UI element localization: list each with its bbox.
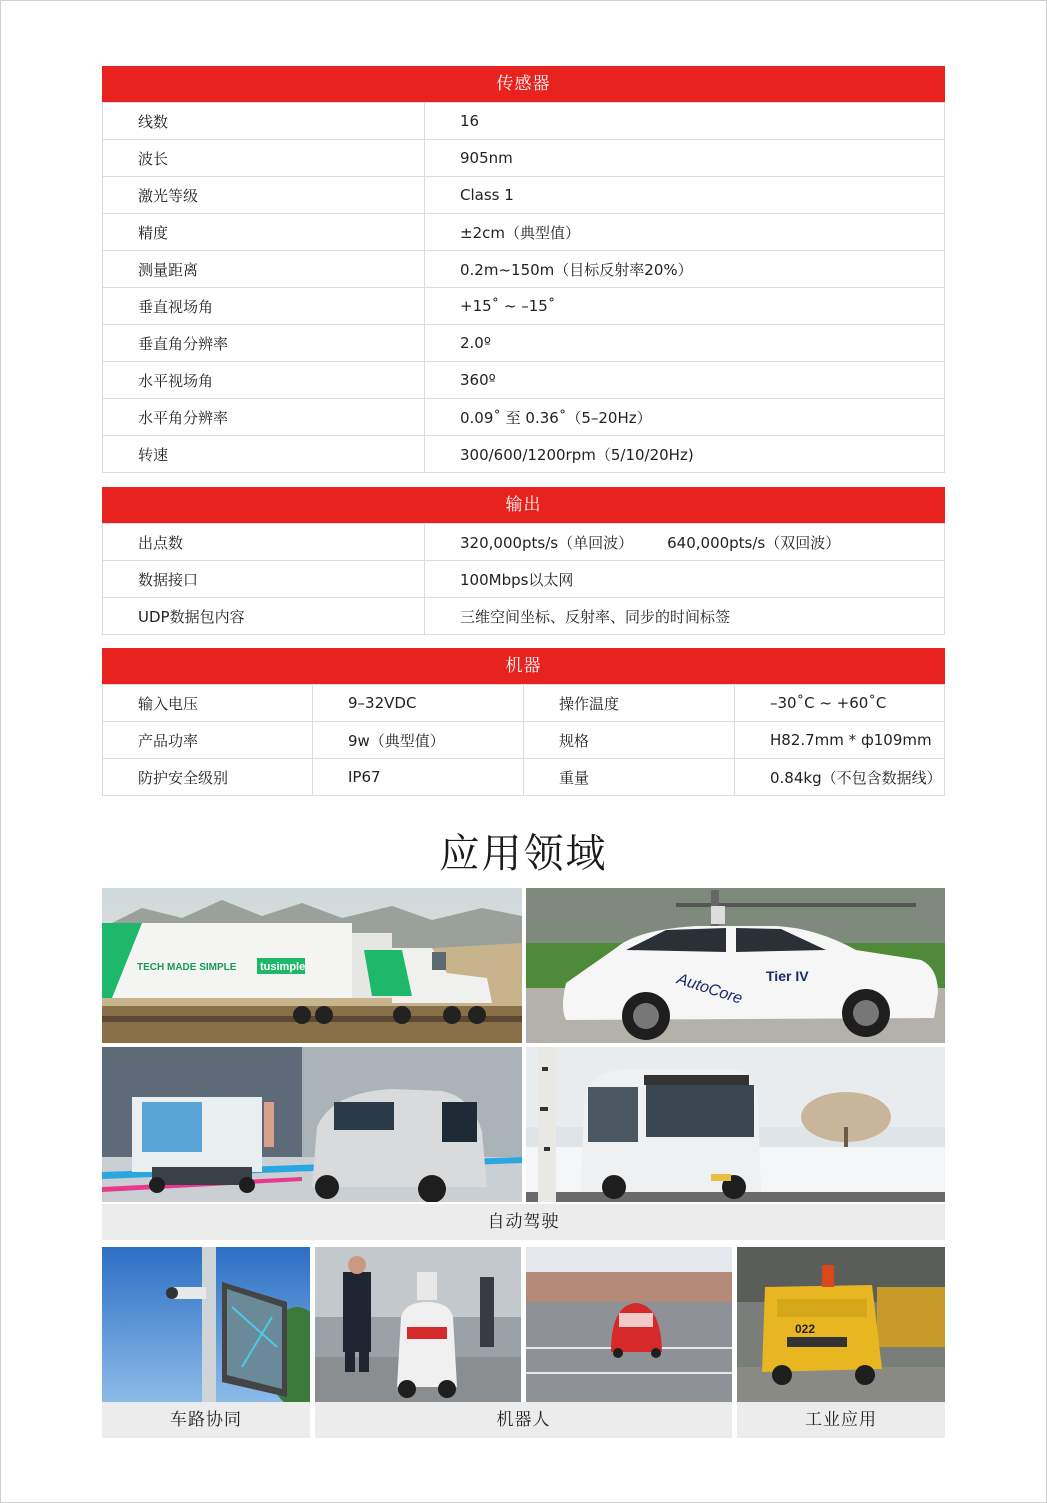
spec-label: 出点数: [103, 524, 425, 561]
table-row: [103, 436, 945, 473]
spec-label: 重量: [524, 759, 735, 796]
spec-label: 水平视场角: [103, 362, 425, 399]
table-row: [103, 140, 945, 177]
photo-roadside-camera: [102, 1247, 310, 1402]
spec-value: IP67: [313, 759, 524, 796]
photo-snow-shuttle: [526, 1047, 945, 1202]
spec-label: 产品功率: [103, 722, 313, 759]
spec-value: [425, 524, 945, 561]
photo-red-vehicle: [526, 1247, 732, 1402]
car-brand-tier4: Tier IV: [766, 968, 809, 984]
sensor-table: [102, 102, 945, 473]
spec-label: 输入电压: [103, 685, 313, 722]
spec-label: 防护安全级别: [103, 759, 313, 796]
spec-label: 转速: [103, 436, 425, 473]
table-row: [103, 362, 945, 399]
spec-label: 激光等级: [103, 177, 425, 214]
spec-value: 三维空间坐标、反射率、同步的时间标签: [425, 598, 945, 635]
spec-value: H82.7mm * ф109mm: [735, 722, 945, 759]
spec-label: 水平角分辨率: [103, 399, 425, 436]
spec-label: 垂直角分辨率: [103, 325, 425, 362]
applications-title: 应用领域: [439, 831, 608, 877]
table-row: [103, 722, 945, 759]
table-row: [103, 177, 945, 214]
spec-label: 线数: [103, 103, 425, 140]
spec-value: 9w（典型值）: [313, 722, 524, 759]
spec-label: UDP数据包内容: [103, 598, 425, 635]
photo-truck: [102, 888, 522, 1043]
spec-label: 测量距离: [103, 251, 425, 288]
output-table: [102, 523, 945, 635]
spec-label: 操作温度: [524, 685, 735, 722]
spec-value: 0.2m~150m（目标反射率20%）: [425, 251, 945, 288]
sensor-section: [102, 66, 945, 473]
machine-header: 机器: [102, 648, 945, 684]
photo-security-robot: [315, 1247, 521, 1402]
table-row: [103, 288, 945, 325]
caption-robot: 机器人: [315, 1402, 732, 1438]
spec-label: 精度: [103, 214, 425, 251]
points-dual: 640,000pts/s（双回波）: [667, 533, 841, 552]
spec-value: 9–32VDC: [313, 685, 524, 722]
table-row: [103, 325, 945, 362]
table-row: [103, 214, 945, 251]
spec-label: 垂直视场角: [103, 288, 425, 325]
spec-label: 规格: [524, 722, 735, 759]
table-row: [103, 759, 945, 796]
spec-value: 2.0º: [425, 325, 945, 362]
sensor-header: 传感器: [102, 66, 945, 102]
caption-v2x: 车路协同: [102, 1402, 310, 1438]
vehicle-number: 022: [795, 1322, 816, 1336]
output-section: [102, 487, 945, 635]
spec-value: 0.09˚ 至 0.36˚（5–20Hz）: [425, 399, 945, 436]
machine-section: [102, 648, 945, 796]
table-row: [103, 251, 945, 288]
spec-value: 905nm: [425, 140, 945, 177]
caption-autonomous-driving: 自动驾驶: [102, 1204, 945, 1240]
spec-value: 300/600/1200rpm（5/10/20Hz): [425, 436, 945, 473]
table-row: [103, 524, 945, 561]
spec-label: 数据接口: [103, 561, 425, 598]
points-single: 320,000pts/s（单回波）: [460, 533, 634, 552]
spec-value: 100Mbps以太网: [425, 561, 945, 598]
spec-value: Class 1: [425, 177, 945, 214]
spec-value: 0.84kg（不包含数据线）: [735, 759, 945, 796]
spec-value: –30˚C ~ +60˚C: [735, 685, 945, 722]
spec-value: 16: [425, 103, 945, 140]
table-row: [103, 561, 945, 598]
spec-value: +15˚ ~ –15˚: [425, 288, 945, 325]
table-row: [103, 399, 945, 436]
output-header: 输出: [102, 487, 945, 523]
spec-value: ±2cm（典型值）: [425, 214, 945, 251]
photo-white-car: [526, 888, 945, 1043]
truck-brand: tusimple: [260, 961, 306, 973]
caption-industrial: 工业应用: [737, 1402, 945, 1438]
spec-value: 360º: [425, 362, 945, 399]
photo-industrial-vehicle: [737, 1247, 945, 1402]
machine-table: [102, 684, 945, 796]
table-row: [103, 598, 945, 635]
photo-delivery-robot: [102, 1047, 522, 1202]
spec-label: 波长: [103, 140, 425, 177]
table-row: [103, 103, 945, 140]
truck-slogan: TECH MADE SIMPLE: [137, 962, 237, 973]
table-row: [103, 685, 945, 722]
car-brand-autocore: AutoCore: [674, 970, 745, 1008]
